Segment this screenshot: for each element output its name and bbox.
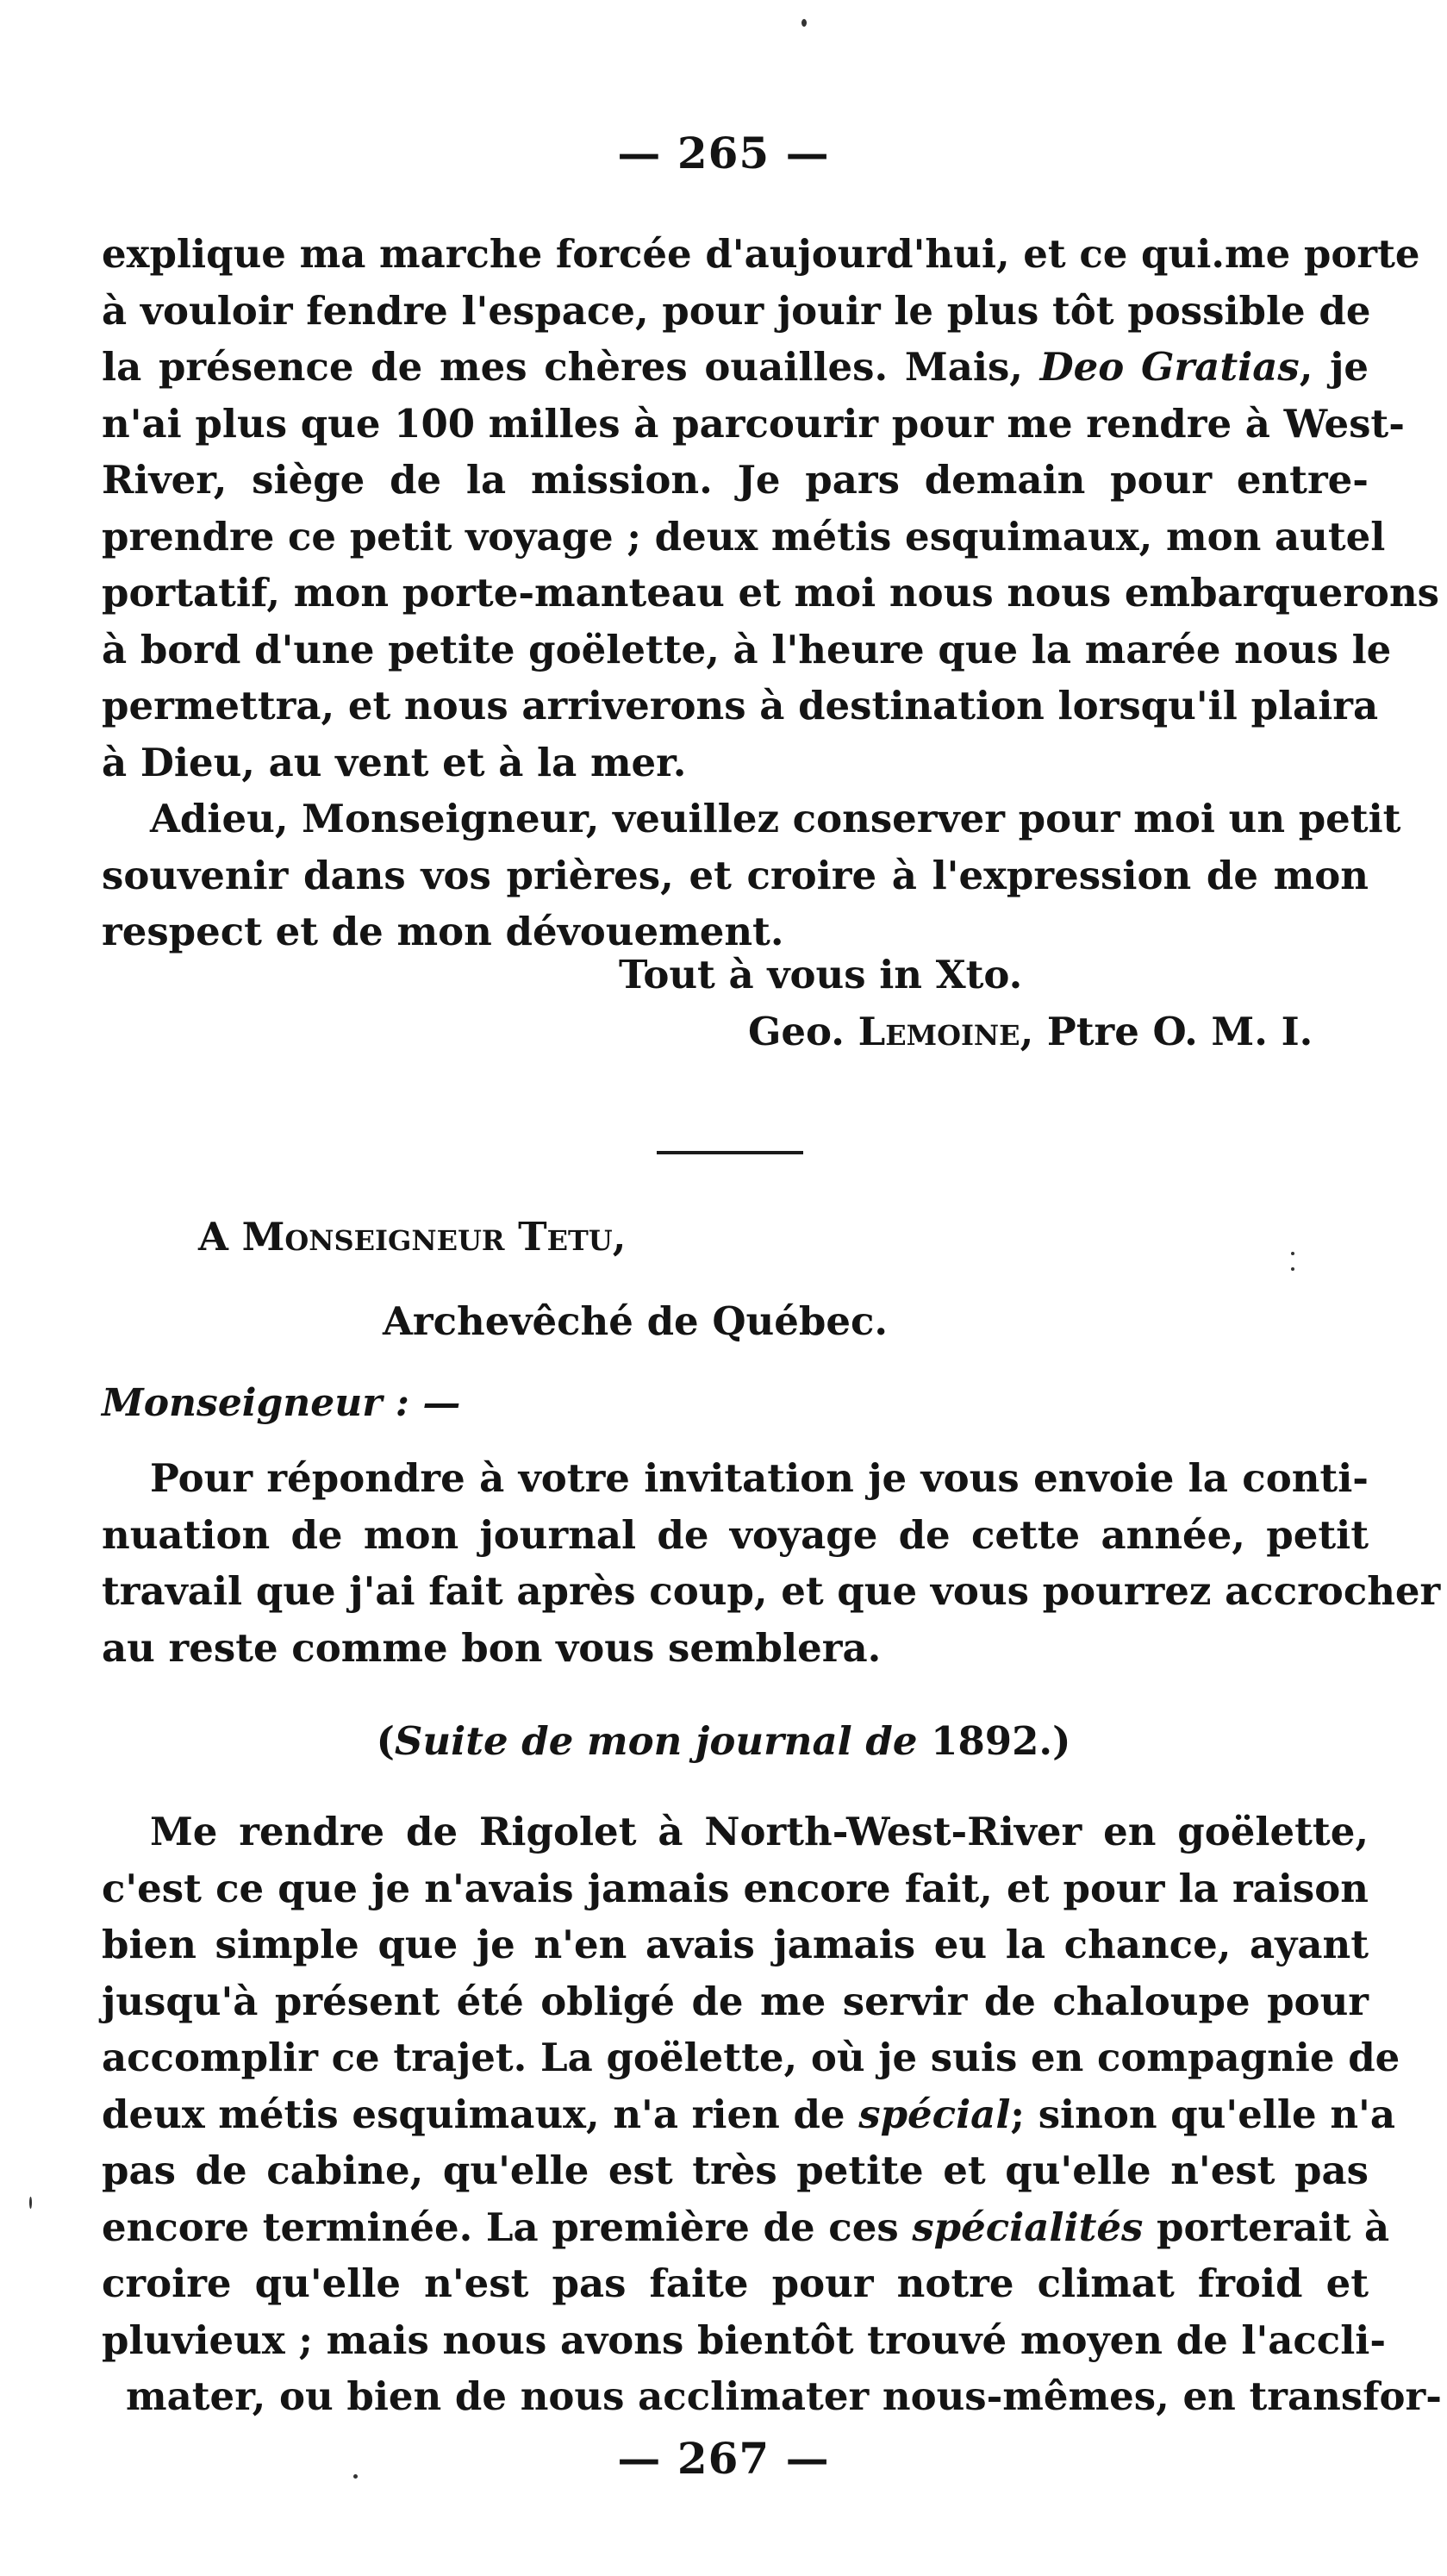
scan-speck — [801, 19, 807, 27]
scan-speck — [1291, 1252, 1294, 1255]
text-line: la présence de mes chères ouailles. Mais, Deo Gratias, je — [102, 344, 1369, 390]
text-line: permettra, et nous arriverons à destination lorsqu'il plaira — [102, 683, 1379, 728]
text-line: River, siège de la mission. Je pars demain pour entre- — [102, 457, 1369, 503]
text-line: respect et de mon dévouement. — [102, 909, 784, 954]
text-line: à bord d'une petite goëlette, à l'heure que la marée nous le — [102, 626, 1392, 672]
text-line: croire qu'elle n'est pas faite pour notre climat froid et — [102, 2260, 1369, 2306]
valediction: Tout à vous in Xto. — [619, 952, 1023, 997]
text-line: prendre ce petit voyage ; deux métis esquimaux, mon autel — [102, 513, 1386, 560]
journal-heading: (Suite de mon journal de 1892.) — [376, 1718, 1071, 1764]
text-line: travail que j'ai fait après coup, et que vous pourrez accrocher — [102, 1568, 1441, 1614]
text-line: Adieu, Monseigneur, veuillez conserver pour moi un petit — [150, 796, 1401, 841]
journal-paragraph — [102, 1804, 1442, 2425]
text-line: jusqu'à présent été obligé de me servir de chaloupe pour — [102, 1978, 1369, 2024]
recipient-place: Archevêché de Québec. — [383, 1298, 889, 1344]
scan-speck — [29, 2197, 32, 2209]
text-line: à vouloir fendre l'espace, pour jouir le plus tôt possible de — [102, 287, 1371, 334]
text-line: explique ma marche forcée d'aujourd'hui, et ce qui.me porte — [102, 231, 1420, 277]
text-line: pas de cabine, qu'elle est très petite et qu'elle n'est pas — [102, 2148, 1369, 2193]
text-line: pluvieux ; mais nous avons bientôt trouvé moyen de l'accli- — [102, 2317, 1387, 2363]
text-line: c'est ce que je n'avais jamais encore fait, et pour la raison — [102, 1865, 1369, 1911]
page-number-bottom: — 267 — — [617, 2433, 830, 2484]
text-line: accomplir ce trajet. La goëlette, où je suis en compagnie de — [102, 2035, 1400, 2080]
text-line: au reste comme bon vous semblera. — [102, 1624, 882, 1671]
text-line: à Dieu, au vent et à la mer. — [102, 739, 687, 785]
signature-name: Lemoine — [858, 1009, 1020, 1054]
text-line: n'ai plus que 100 milles à parcourir pour me rendre à West- — [102, 400, 1405, 447]
deo-gratias: Deo Gratias — [1039, 344, 1300, 390]
recipient: A Monseigneur Tetu, — [198, 1214, 627, 1260]
signature: Geo. Lemoine, Ptre O. M. I. — [748, 1009, 1313, 1054]
text-line: bien simple que je n'en avais jamais eu la chance, ayant — [102, 1922, 1369, 1967]
scan-speck — [1291, 1267, 1294, 1271]
section-divider — [657, 1151, 803, 1154]
page-number-top: — 265 — — [617, 128, 830, 178]
scan-speck — [353, 2474, 358, 2479]
text-line: nuation de mon journal de voyage de cette année, petit — [102, 1511, 1369, 1558]
text-line: Pour répondre à votre invitation je vous envoie la conti- — [150, 1455, 1369, 1501]
specialites-word: spécialités — [912, 2204, 1144, 2250]
salutation: Monseigneur : — — [102, 1381, 461, 1425]
special-word: spécial — [858, 2091, 1011, 2137]
letter1-paragraph — [102, 226, 1439, 960]
text-line: portatif, mon porte-manteau et moi nous nous embarquerons — [102, 570, 1439, 616]
letter2-intro-paragraph — [102, 1450, 1441, 1676]
text-line: encore terminée. La première de ces spécialités porterait à — [102, 2204, 1390, 2250]
text-line: souvenir dans vos prières, et croire à l'expression de mon — [102, 852, 1369, 898]
text-line: mater, ou bien de nous acclimater nous-mêmes, en transfor- — [126, 2373, 1442, 2419]
text-line: deux métis esquimaux, n'a rien de spécial; sinon qu'elle n'a — [102, 2091, 1395, 2137]
text-line: Me rendre de Rigolet à North-West-River en goëlette, — [150, 1809, 1369, 1854]
